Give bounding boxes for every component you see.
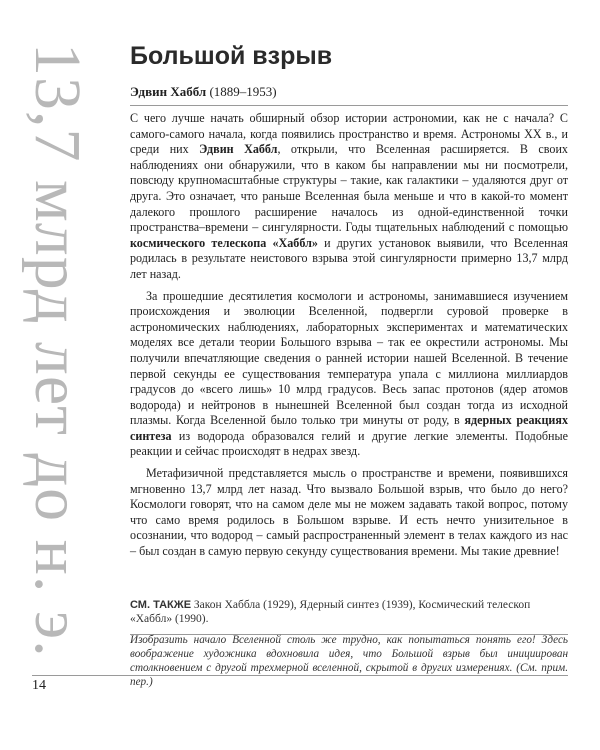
text-run: из водорода образовался гелий и другие легкие элементы. Подобные реакции и сейчас происходят в недрах звезд. [130,428,568,459]
image-caption: Изобразить начало Вселенной столь же трудно, как попытаться понять его! Здесь воображение художника вдохновила идея, что Большой взрыв был инициирован столкновением с другой трехмерной вселенной, скрытой в других измерениях. (См. прим. пер.) [130,634,568,688]
bold-term: Эдвин Хаббл [199,142,278,157]
body-text [130,111,568,566]
side-date-label [12,40,102,660]
body-paragraph [130,466,568,560]
side-date-text: 13,7 млрд лет до н. э. [21,42,94,658]
author-name: Эдвин Хаббл [130,84,207,99]
text-run: С чего лучше начать обширный обзор истории астрономии, как не с начала? С самого-самого начала, когда появились пространство и время. Астрономы XX в., и среди них [130,111,568,157]
see-also-label: СМ. ТАКЖЕ [130,599,192,611]
see-also-text: Закон Хаббла (1929), Ядерный синтез (1939), Космический телескоп «Хаббл» (1990). [130,599,531,625]
text-run: За прошедшие десятилетия космологи и астрономы, занимавшиеся изучением происхождения и эволюции Вселенной, подвергли суровой проверке в астрономических наблюдениях, лабораторных экспериментах и математических моделях все детали теории Большого взрыва – так ее окрестили астрономы. Мы получили впечатляющие сведения о ранней истории нашей Вселенной. В течение первой секунды ее существования температура упала с миллиона миллиардов градусов до «всего лишь» 10 млрд градусов. Весь запас протонов (ядер атомов водорода) и нейтронов в нынешней Вселенной был создан тогда из исходной плазмы. Когда Вселенной было только три минуты от роду, в [130,288,568,428]
author-line [130,84,568,106]
page-number: 14 [32,678,46,693]
text-run: Метафизичной представляется мысль о пространстве и времени, появившихся мгновенно 13,7 млрд лет назад. Что вызвало Большой взрыв, что было до него? Космологи говорят, что на самом деле мы не можем задавать такой вопрос, потому что само время родилось в Большом взрыве. И есть нечто унизительное в осознании, что водород – самый распространенный элемент в телах каждого из нас – был создан в самую первую секунду существования времени. Мы такие древние! [130,466,568,559]
body-paragraph [130,289,568,461]
text-run: и других установок выявили, что Вселенная родилась в результате неистового взрыва этой сингулярности примерно 13,7 млрд лет назад. [130,235,568,281]
text-run: , открыли, что Вселенная расширяется. В своих наблюдениях они обнаружили, что в каком бы направлении мы ни посмотрели, повсюду крупномасштабные структуры – такие, как галактики – удаляются друг от друга. Это означает, что раньше Вселенная была меньше и что в какой-то момент далекого прошлого расширение началось из одной-единственной точки пространства–времени – сингулярности. Годы тщательных наблюдений с помощью [130,142,568,235]
bold-term: космического телескопа «Хаббл» [130,235,318,250]
see-also [130,598,568,635]
bold-term: ядерных реакциях синтеза [130,413,568,443]
bottom-divider [32,675,568,676]
author-years: (1889–1953) [209,84,277,99]
page-title: Большой взрыв [130,42,333,70]
body-paragraph [130,111,568,283]
